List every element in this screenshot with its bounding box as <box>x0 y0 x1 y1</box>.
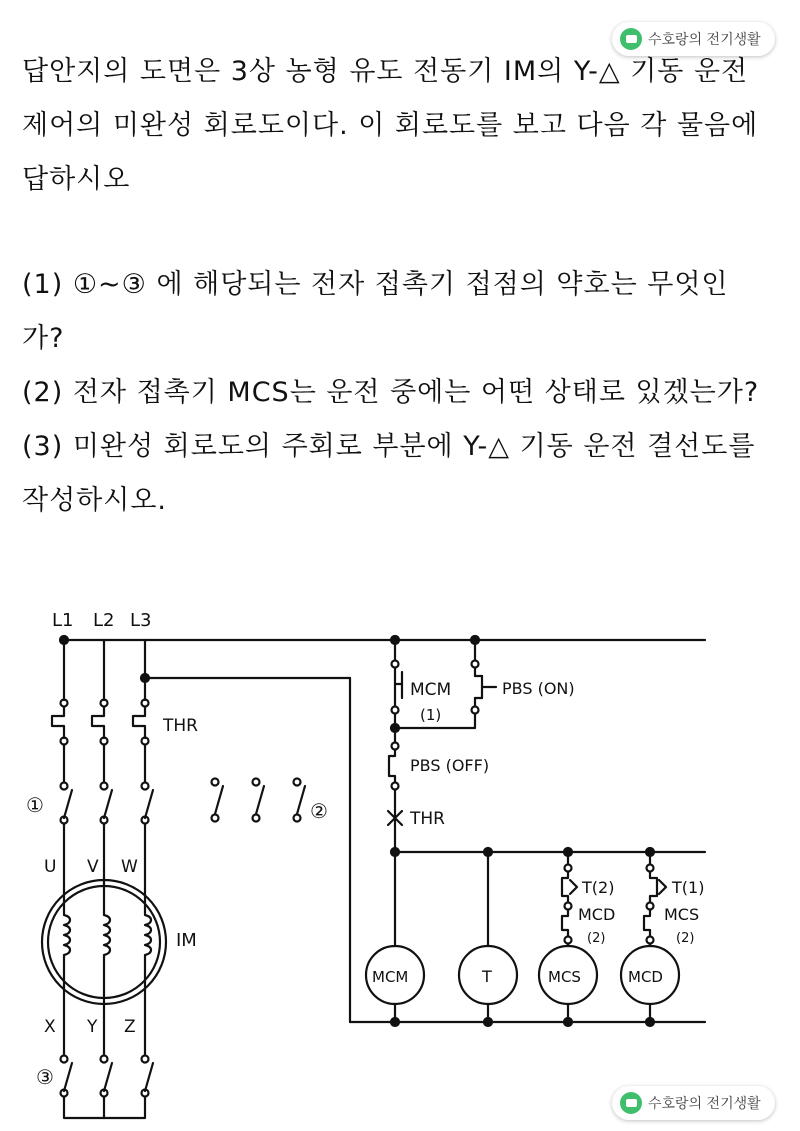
watermark-label-bottom: 수호랑의 전기생활 <box>648 1096 761 1112</box>
mcm-hold-contact <box>392 661 403 714</box>
terminal-z: Z <box>124 1017 136 1037</box>
question-2: (2) 전자 접촉기 MCS는 운전 중에는 어떤 상태로 있겠는가? <box>22 377 760 408</box>
pbs-off-button <box>389 743 399 790</box>
mark-1: ① <box>26 793 44 817</box>
coil-mcm-label: MCM <box>372 968 409 986</box>
terminal-w: W <box>121 857 138 877</box>
chat-bubble-icon <box>620 1092 642 1114</box>
watermark-label: 수호랑의 전기생활 <box>648 32 761 48</box>
contact-1 <box>61 783 154 824</box>
mcs-contact-num: (2) <box>676 931 695 946</box>
question-3: (3) 미완성 회로도의 주회로 부분에 Y-△ 기동 운전 결선도를 작성하시오. <box>22 431 756 516</box>
motor-label: IM <box>176 930 197 951</box>
terminal-v: V <box>87 857 99 877</box>
thr-control-label: THR <box>410 809 445 829</box>
thr-heater-elements <box>52 700 149 745</box>
t1-mcs2-interlock <box>644 865 666 944</box>
pbs-on-label: PBS (ON) <box>502 679 575 698</box>
question-intro: 답안지의 도면은 3상 농형 유도 전동기 IM의 Y-△ 기동 운전 제어의 미완성 회로도이다. 이 회로도를 보고 다음 각 물음에 답하시오 <box>22 56 759 195</box>
t2-mcd2-interlock <box>562 865 577 944</box>
terminal-y: Y <box>87 1017 98 1037</box>
line-label-l2: L2 <box>93 610 115 631</box>
thr-main-label: THR <box>163 716 198 736</box>
question-1: (1) ①~③ 에 해당되는 전자 접촉기 접점의 약호는 무엇인가? <box>22 269 729 354</box>
mcm-contact-num: (1) <box>420 706 442 724</box>
watermark-badge-bottom <box>612 1086 775 1120</box>
mcd-contact-label: MCD <box>578 905 616 924</box>
mark-3: ③ <box>36 1065 54 1089</box>
line-label-l1: L1 <box>52 610 74 631</box>
mark-2: ② <box>310 799 328 823</box>
line-label-l3: L3 <box>130 610 152 631</box>
mcm-contact-label: MCM <box>410 680 452 700</box>
terminal-u: U <box>44 857 57 877</box>
mcs-contact-label: MCS <box>664 905 700 924</box>
coil-mcs-label: MCS <box>548 968 581 986</box>
contact-2 <box>212 779 306 822</box>
coil-t-label: T <box>482 967 492 986</box>
motor-im <box>42 880 166 1055</box>
pbs-off-label: PBS (OFF) <box>410 756 490 775</box>
t2-label: T(2) <box>582 878 615 897</box>
circuit-diagram <box>0 590 800 1131</box>
pbs-on-button <box>472 661 497 714</box>
terminal-x: X <box>44 1017 56 1037</box>
coil-mcd-label: MCD <box>628 968 663 986</box>
t1-label: T(1) <box>672 878 705 897</box>
contact-3 <box>61 1056 154 1097</box>
mcd-contact-num: (2) <box>587 931 606 946</box>
